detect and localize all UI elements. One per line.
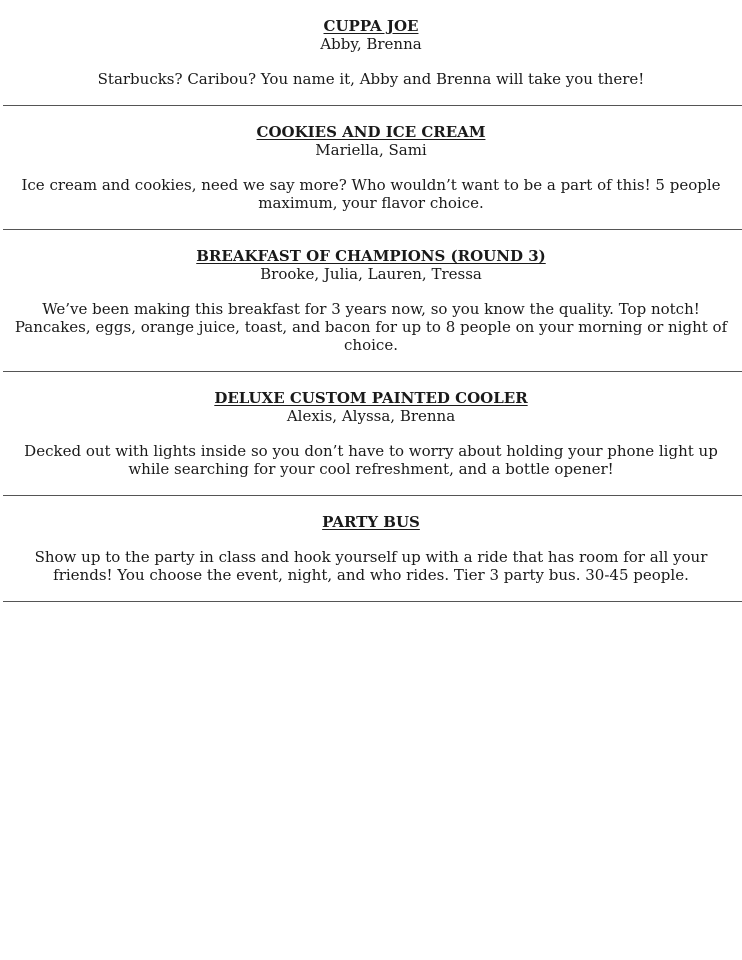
item-description: We’ve been making this breakfast for 3 years now, so you know the quality. Top notch! Pancakes, eggs, orange juice, toast, and bacon for up to 8 people on your morning or night of choice. [14, 300, 728, 354]
item-title: BREAKFAST OF CHAMPIONS (ROUND 3) [196, 247, 546, 265]
item-cookies-and-ice-cream [0, 106, 742, 229]
item-names: Alexis, Alyssa, Brenna [286, 407, 456, 425]
item-names: Brooke, Julia, Lauren, Tressa [260, 265, 482, 283]
item-title: COOKIES AND ICE CREAM [256, 123, 486, 141]
item-description: Ice cream and cookies, need we say more? Who wouldn’t want to be a part of this! 5 people maximum, your flavor choice. [21, 176, 721, 212]
item-deluxe-custom-painted-cooler [0, 372, 742, 495]
item-names: Mariella, Sami [315, 141, 427, 159]
item-description: Decked out with lights inside so you don’t have to worry about holding your phone light up while searching for your cool refreshment, and a bottle opener! [24, 442, 718, 478]
item-breakfast-of-champions [0, 230, 742, 371]
item-description: Starbucks? Caribou? You name it, Abby and Brenna will take you there! [97, 70, 645, 88]
section-divider [3, 601, 742, 602]
item-description: Show up to the party in class and hook yourself up with a ride that has room for all your friends! You choose the event, night, and who rides. Tier 3 party bus. 30-45 people. [34, 548, 708, 584]
item-title: DELUXE CUSTOM PAINTED COOLER [214, 389, 528, 407]
item-title: CUPPA JOE [323, 17, 419, 35]
item-cuppa-joe [0, 0, 742, 105]
item-party-bus [0, 496, 742, 601]
item-title: PARTY BUS [322, 513, 420, 531]
item-names: Abby, Brenna [320, 35, 422, 53]
